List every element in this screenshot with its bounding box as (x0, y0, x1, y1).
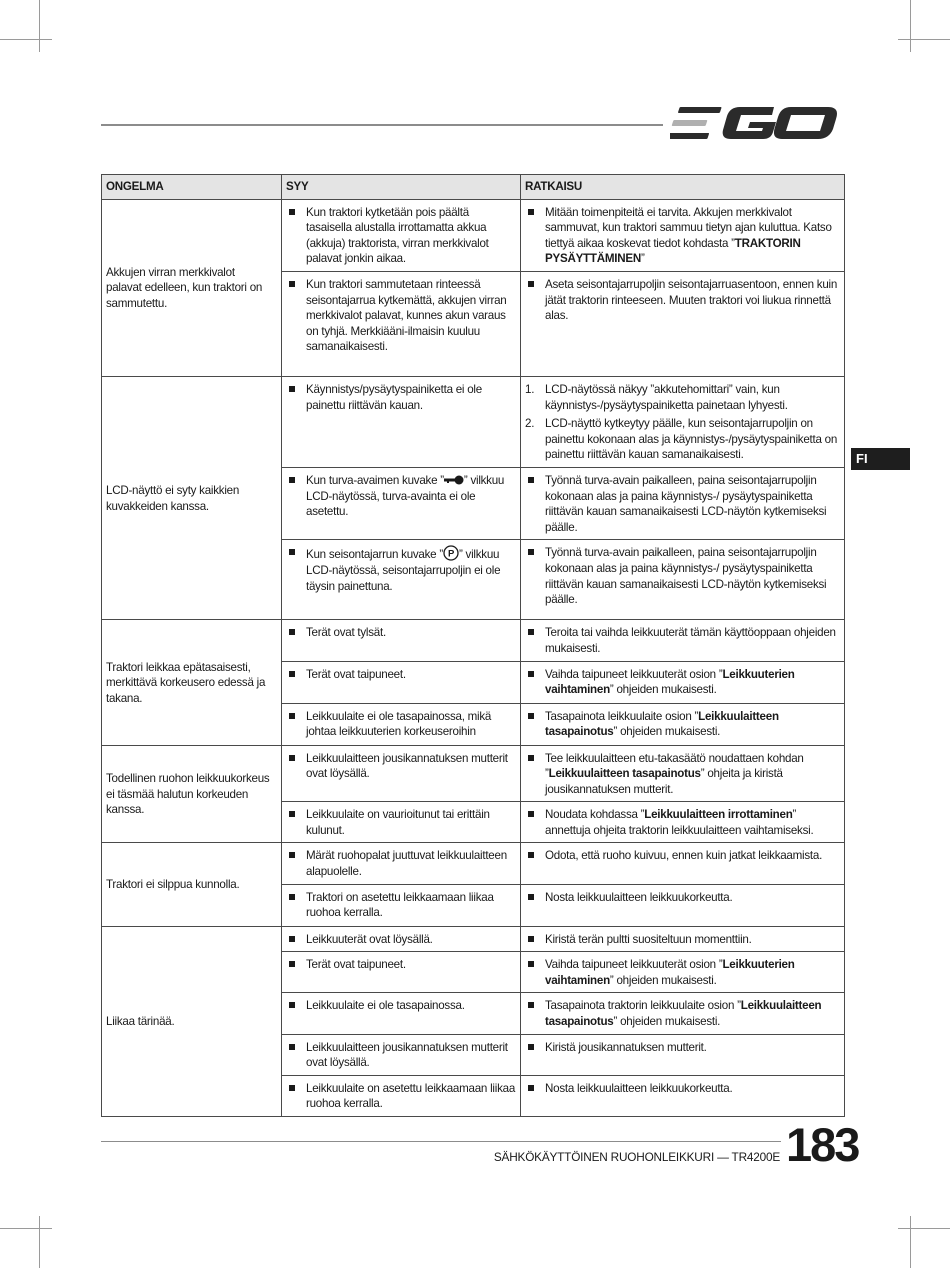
cause-cell: Kun traktori sammutetaan rinteessä seisontajarrua kytkemättä, akkujen virran merkkivalot palavat, kunnes akun varaus on tyhjä. Merkkiääni-ilmaisin kuuluu samanaikaisesti. (282, 271, 521, 376)
header-problem: ONGELMA (102, 175, 282, 200)
table-row (102, 620, 845, 661)
page-number: 183 (786, 1118, 859, 1171)
cause-cell: Leikkuulaite on asetettu leikkaamaan liikaa ruohoa kerralla. (282, 1075, 521, 1116)
crop-mark (898, 39, 950, 40)
solution-cell: Aseta seisontajarrupoljin seisontajarruasentoon, ennen kuin jätät traktorin rinteeseen. Muuten traktori voi liukua rinnettä alas. (521, 271, 845, 376)
solution-cell: Työnnä turva-avain paikalleen, paina seisontajarrupoljin kokonaan alas ja paina käynnistys-/ pysäytyspainiketta riittävän kauan samanaikaisesti LCD-näytön kytkemiseksi päälle. (521, 540, 845, 620)
cause-cell: Leikkuulaitteen jousikannatuksen mutterit ovat löysällä. (282, 745, 521, 802)
cause-cell: Terät ovat tylsät. (282, 620, 521, 661)
crop-mark (898, 1228, 950, 1229)
solution-cell: Odota, että ruoho kuivuu, ennen kuin jatkat leikkaamista. (521, 843, 845, 884)
cause-cell: Leikkuulaite on vaurioitunut tai erittäin kulunut. (282, 802, 521, 843)
solution-cell: 1. LCD-näytössä näkyy ”akkutehomittari” vain, kun käynnistys-/pysäytyspainiketta painetaan lyhyesti. 2. LCD-näyttö kytkeytyy päälle, kun seisontajarrupoljin on painettu kokonaan alas ja käynnistys-/pysäytyspainiketta on painettu riittävän kauan samanaikaisesti. (521, 376, 845, 467)
cause-cell: Traktori on asetettu leikkaamaan liikaa ruohoa kerralla. (282, 884, 521, 926)
crop-mark (910, 1216, 911, 1268)
cause-cell: Leikkuulaitteen jousikannatuksen mutterit ovat löysällä. (282, 1034, 521, 1075)
cause-cell: Märät ruohopalat juuttuvat leikkuulaitteen alapuolelle. (282, 843, 521, 884)
cause-cell: Leikkuulaite ei ole tasapainossa, mikä johtaa leikkuuterien korkeuseroihin (282, 703, 521, 745)
cause-cell: Terät ovat taipuneet. (282, 952, 521, 993)
problem-cell: Liikaa tärinää. (102, 926, 282, 1116)
problem-cell: Traktori leikkaa epätasaisesti, merkittävä korkeusero edessä ja takana. (102, 620, 282, 745)
solution-cell: Tasapainota leikkuulaite osion ”Leikkuulaitteen tasapainotus” ohjeiden mukaisesti. (521, 703, 845, 745)
cause-cell: Leikkuuterät ovat löysällä. (282, 926, 521, 952)
header-cause: SYY (282, 175, 521, 200)
crop-mark (0, 39, 52, 40)
solution-cell: Vaihda taipuneet leikkuuterät osion ”Leikkuuterien vaihtaminen” ohjeiden mukaisesti. (521, 952, 845, 993)
table-row (102, 926, 845, 952)
crop-mark (0, 1228, 52, 1229)
solution-cell: Nosta leikkuulaitteen leikkuukorkeutta. (521, 884, 845, 926)
table-row (102, 745, 845, 802)
solution-cell: Tasapainota traktorin leikkuulaite osion ”Leikkuulaitteen tasapainotus” ohjeiden mukaisesti. (521, 993, 845, 1034)
cause-cell: Leikkuulaite ei ole tasapainossa. (282, 993, 521, 1034)
svg-text:P: P (447, 548, 455, 560)
solution-cell: Työnnä turva-avain paikalleen, paina seisontajarrupoljin kokonaan alas ja paina käynnistys-/ pysäytyspainiketta riittävän kauan samanaikaisesti LCD-näytön kytkemiseksi päälle. (521, 467, 845, 539)
parking-brake-icon (443, 545, 459, 561)
solution-cell: Kiristä terän pultti suositeltuun momenttiin. (521, 926, 845, 952)
solution-cell: Kiristä jousikannatuksen mutterit. (521, 1034, 845, 1075)
solution-cell: Teroita tai vaihda leikkuuterät tämän käyttöoppaan ohjeiden mukaisesti. (521, 620, 845, 661)
solution-cell: Mitään toimenpiteitä ei tarvita. Akkujen merkkivalot sammuvat, kun traktori sammuu tietyn ajan kuluttua. Katso tiettyä aikaa koskevat tiedot kohdasta ”TRAKTORIN PYSÄYTTÄMINEN” (521, 199, 845, 271)
cause-cell: Kun turva-avaimen kuvake ” ” vilkkuu LCD-näytössä, turva-avainta ei ole asetettu. (282, 467, 521, 539)
solution-cell: Nosta leikkuulaitteen leikkuukorkeutta. (521, 1075, 845, 1116)
header-rule (101, 124, 663, 126)
cause-cell: Käynnistys/pysäytyspainiketta ei ole painettu riittävän kauan. (282, 376, 521, 467)
solution-cell: Vaihda taipuneet leikkuuterät osion ”Leikkuuterien vaihtaminen” ohjeiden mukaisesti. (521, 661, 845, 703)
table-header-row (102, 175, 845, 200)
crop-mark (910, 0, 911, 52)
header-solution: RATKAISU (521, 175, 845, 200)
cause-cell: Kun traktori kytketään pois päältä tasaisella alustalla irrottamatta akkua (akkuja) traktorista, virran merkkivalot palavat jonkin aikaa. (282, 199, 521, 271)
cause-cell: Kun seisontajarrun kuvake ” P ” vilkkuu LCD-näytössä, seisontajarrupoljin ei ole täysin painettuna. (282, 540, 521, 620)
solution-cell: Tee leikkuulaitteen etu-takasäätö noudattaen kohdan ”Leikkuulaitteen tasapainotus” ohjeita ja kiristä jousikannatuksen mutterit. (521, 745, 845, 802)
language-tab: FI (851, 448, 910, 470)
footer-rule (101, 1141, 781, 1142)
footer-title: SÄHKÖKÄYTTÖINEN RUOHONLEIKKURI — TR4200E (493, 1150, 780, 1164)
problem-cell: Todellinen ruohon leikkuukorkeus ei täsmää halutun korkeuden kanssa. (102, 745, 282, 843)
cause-cell: Terät ovat taipuneet. (282, 661, 521, 703)
key-icon (444, 475, 464, 485)
table-row (102, 843, 845, 884)
problem-cell: Akkujen virran merkkivalot palavat edelleen, kun traktori on sammutettu. (102, 199, 282, 376)
problem-cell: LCD-näyttö ei syty kaikkien kuvakkeiden kanssa. (102, 376, 282, 619)
crop-mark (39, 1216, 40, 1268)
ego-logo (670, 100, 845, 146)
table-row (102, 199, 845, 271)
solution-cell: Noudata kohdassa ”Leikkuulaitteen irrottaminen” annettuja ohjeita traktorin leikkuulaitteen vaihtamiseksi. (521, 802, 845, 843)
table-row (102, 376, 845, 467)
troubleshooting-table (101, 174, 845, 1117)
crop-mark (39, 0, 40, 52)
problem-cell: Traktori ei silppua kunnolla. (102, 843, 282, 926)
